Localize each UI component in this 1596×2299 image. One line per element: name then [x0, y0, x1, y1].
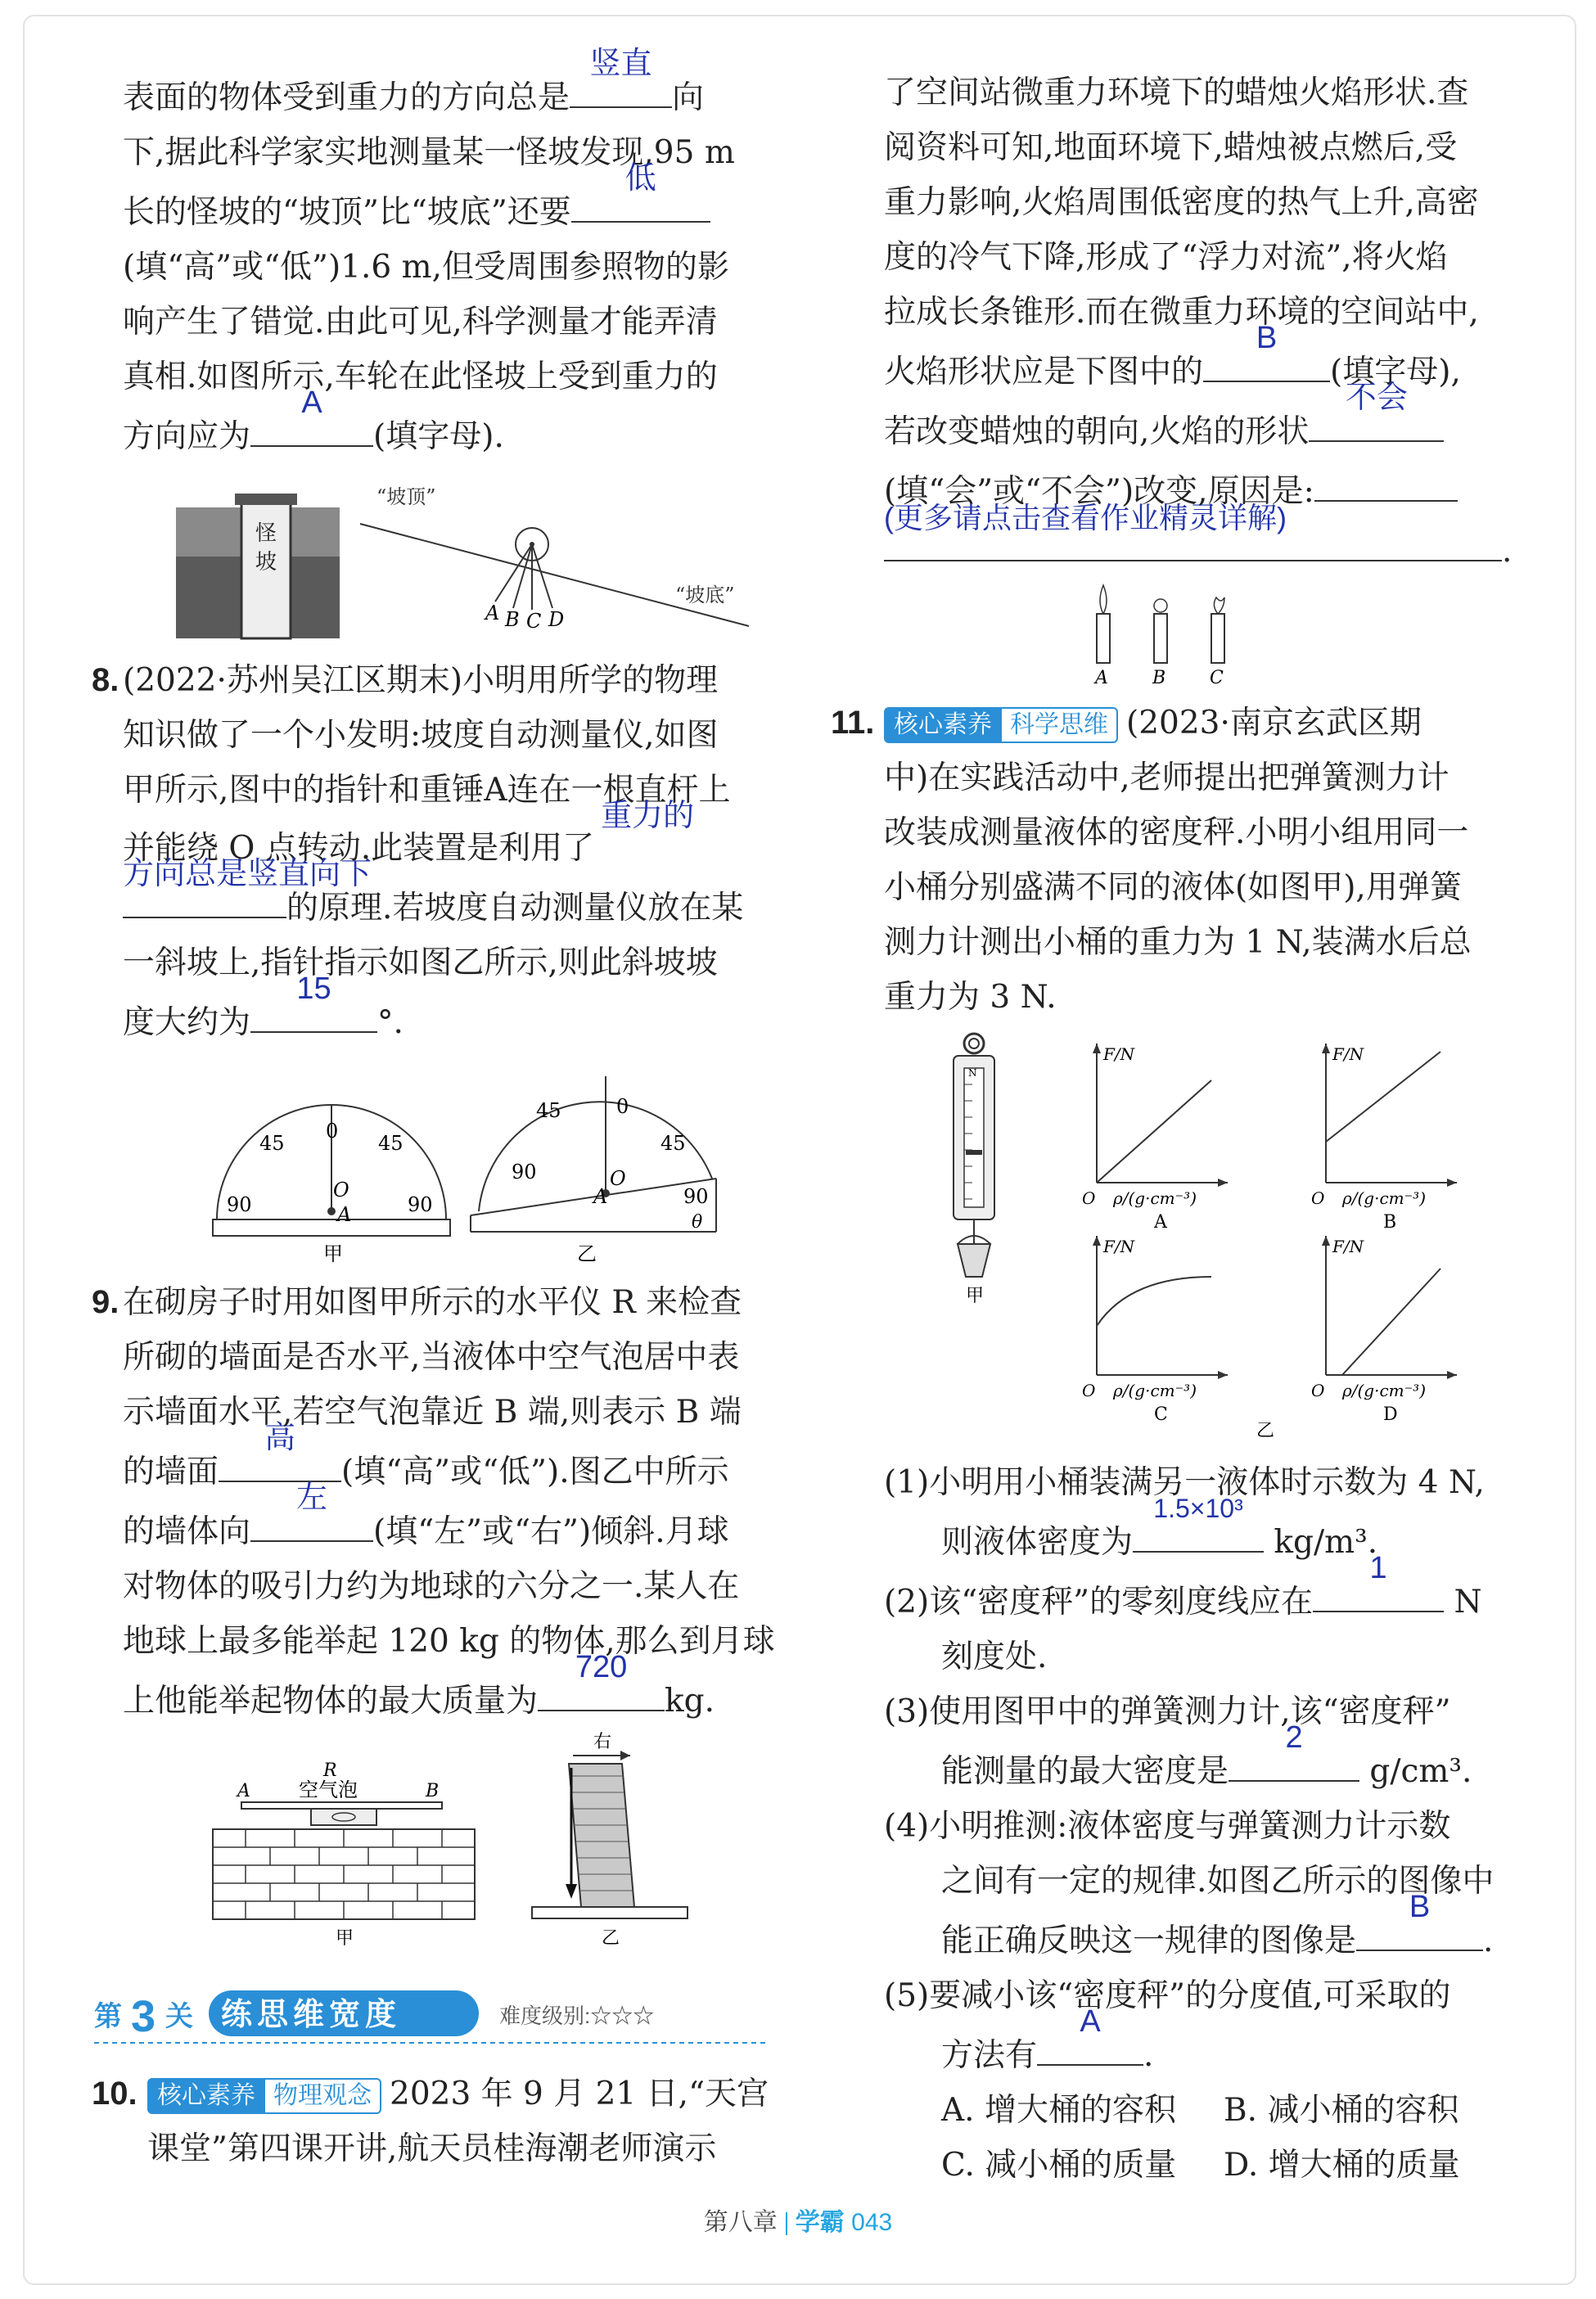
- q11-sub-line: 刻度处.: [941, 1639, 1048, 1675]
- q11-subquestions: [884, 1455, 1514, 2193]
- axis-y-label: F/N: [1103, 1044, 1135, 1064]
- q7-answer-3: [250, 385, 373, 447]
- axis-y-label: F/N: [1332, 1044, 1364, 1064]
- q10-number: 10.: [92, 2076, 138, 2112]
- q7-line: 真相.如图所示,车轮在此怪坡上受到重力的: [123, 358, 718, 395]
- q11-text: N: [1454, 1584, 1482, 1621]
- answer-text: 竖直: [589, 47, 652, 81]
- q8-text: (2022·苏州吴江区期末)小明用所学的物理: [123, 662, 719, 699]
- q7-line: (填“高”或“低”)1.6 m,但受周围参照物的影: [123, 249, 729, 286]
- q7-text: 向: [672, 79, 705, 116]
- option-d: D. 增大桶的质量: [1224, 2147, 1460, 2184]
- q7-line: [123, 385, 778, 464]
- gauge-yi: [471, 1076, 716, 1265]
- q11-options-row: [884, 2138, 1514, 2193]
- axis-x-label: ρ/(g·cm⁻³): [1113, 1188, 1197, 1208]
- core-literacy-tag: 核心素养: [147, 2078, 265, 2114]
- answer-text: 重力的: [601, 799, 695, 833]
- arrow-label-a: A: [485, 602, 500, 624]
- level-wall: [213, 1760, 475, 1948]
- answer-text: A: [1080, 2004, 1101, 2039]
- gauge-jia: [213, 1105, 450, 1265]
- q11-figure: [941, 1027, 1481, 1445]
- question-9: [92, 1275, 778, 1729]
- q8-text: 的原理.若坡度自动测量仪放在某: [286, 890, 744, 926]
- section-prefix: 第: [94, 2001, 122, 2032]
- origin-label: O: [1082, 1188, 1096, 1208]
- q10-text: (填字母),: [1330, 354, 1461, 390]
- core-literacy-tag: 核心素养: [884, 707, 1002, 743]
- arrow-label-b: B: [505, 608, 520, 631]
- q11-text: (2023·南京玄武区期: [1126, 705, 1422, 742]
- q11-text: kg/m³.: [1274, 1524, 1378, 1561]
- question-11: [831, 696, 1514, 1025]
- label-o: O: [333, 1179, 349, 1201]
- graph-b: [1311, 1044, 1457, 1233]
- q8-answer-1a: [594, 799, 701, 859]
- q8-line: [92, 653, 778, 708]
- q9-line: 地球上最多能举起 120 kg 的物体,那么到月球: [123, 1623, 775, 1660]
- answer-text: B: [1256, 321, 1278, 355]
- q7-text: 方向应为: [123, 418, 251, 455]
- q11-sub-line: 之间有一定的规律.如图乙所示的图像中: [941, 1863, 1495, 1900]
- q11-line: [831, 696, 1514, 751]
- caption-yi: 乙: [602, 1928, 620, 1948]
- tick-45-right: 45: [378, 1132, 404, 1155]
- q8-figure: [209, 1056, 724, 1269]
- line-b: [1326, 1052, 1440, 1142]
- arrow-label-d: D: [548, 608, 565, 631]
- section-banner: [90, 1981, 778, 2046]
- axis-y-label: F/N: [1103, 1237, 1135, 1256]
- line-d: [1342, 1269, 1440, 1375]
- q11-text: 则液体密度为: [941, 1524, 1134, 1561]
- q10-line: 拉成长条锥形.而在微重力环境的空间站中,: [884, 294, 1479, 331]
- label-slope-bottom: “坡底”: [675, 584, 735, 606]
- q11-text: g/cm³.: [1369, 1753, 1472, 1790]
- answer-text: 方向总是竖直向下: [123, 857, 372, 891]
- line-c: [1097, 1277, 1211, 1326]
- label-o: O: [610, 1167, 626, 1190]
- q11-line: 测力计测出小桶的重力为 1 N,装满水后总: [884, 924, 1472, 961]
- candle-c: [1210, 597, 1224, 687]
- q11-answer-1: [1133, 1494, 1264, 1553]
- q7-line: [123, 161, 778, 240]
- q10-text: 若改变蜡烛的朝向,火焰的形状: [884, 413, 1310, 450]
- answer-text: 1.5×10³: [1153, 1494, 1243, 1523]
- candle-label-b: B: [1152, 668, 1166, 687]
- q8-line: 一斜坡上,指针指示如图乙所示,则此斜坡坡: [123, 944, 718, 981]
- page-footer: [0, 2202, 1596, 2238]
- tick-45-left: 45: [536, 1099, 561, 1122]
- label-theta: θ: [692, 1212, 703, 1233]
- q11-text: 能正确反映这一规律的图像是: [941, 1923, 1357, 1959]
- graph-label-b: B: [1383, 1212, 1397, 1233]
- leaning-wall: [532, 1732, 688, 1948]
- axis-x-label: ρ/(g·cm⁻³): [1113, 1381, 1197, 1400]
- answer-text: 1: [1369, 1551, 1387, 1585]
- caption-yi: 乙: [577, 1242, 597, 1265]
- q9-text: 上他能举起物体的最大质量为: [123, 1683, 539, 1720]
- q9-line: [123, 1650, 778, 1729]
- question-8: [92, 653, 778, 1050]
- q10-line: (更多请点击查看作业精灵详解) .: [884, 519, 1514, 579]
- footer-separator: [786, 2212, 787, 2235]
- q11-sub-line: (3)使用图甲中的弹簧测力计,该“密度秤”: [884, 1693, 1451, 1730]
- q10-line: 阅资料可知,地面环境下,蜡烛被点燃后,受: [884, 129, 1458, 166]
- q9-line: 示墙面水平,若空气泡靠近 B 端,则表示 B 端: [123, 1394, 742, 1431]
- tick-45-right: 45: [660, 1132, 686, 1155]
- candle-label-c: C: [1210, 668, 1224, 687]
- q11-line: 小桶分别盛满不同的液体(如图甲),用弹簧: [884, 869, 1462, 906]
- q8-answer-2: [250, 971, 377, 1033]
- tick-0: 0: [326, 1120, 339, 1143]
- origin-label: O: [1311, 1381, 1325, 1400]
- caption-yi: 乙: [1256, 1421, 1275, 1441]
- section-number: 3: [131, 1992, 156, 2041]
- q7-line: [123, 47, 778, 125]
- axis-x-label: ρ/(g·cm⁻³): [1342, 1381, 1427, 1400]
- answer-text: 15: [296, 971, 331, 1006]
- q8-line: [123, 857, 778, 935]
- q9-figure: [205, 1727, 728, 1948]
- footer-chapter: 第八章: [703, 2209, 778, 2236]
- graph-label-a: A: [1154, 1212, 1167, 1233]
- question-10: [92, 2067, 778, 2176]
- q9-line: [123, 1421, 778, 1499]
- question-7: [123, 47, 778, 464]
- label-slope-top: “坡顶”: [376, 485, 436, 508]
- q11-text: 方法有: [941, 2037, 1038, 2074]
- spring-scale: [954, 1034, 994, 1306]
- q7-answer-1: [570, 47, 672, 108]
- q10-figure: [1089, 581, 1252, 687]
- q11-text: (2)该“密度秤”的零刻度线应在: [884, 1584, 1314, 1621]
- q8-text: °.: [377, 1004, 404, 1041]
- section-title: 练思维宽度: [221, 1998, 402, 2032]
- q7-line: 下,据此科学家实地测量某一怪坡发现,95 m: [123, 134, 735, 171]
- q10-line: 重力影响,火焰周围低密度的热气上升,高密: [884, 184, 1479, 221]
- tick-90-left: 90: [512, 1161, 537, 1183]
- answer-text: 低: [624, 161, 656, 196]
- q11-sub-line: (5)要减小该“密度秤”的分度值,可采取的: [884, 1977, 1451, 2014]
- q9-text: (填“高”或“低”).图乙中所示: [341, 1454, 729, 1490]
- q9-answer-2: [250, 1481, 373, 1542]
- q10-text: 火焰形状应是下图中的: [884, 354, 1204, 390]
- graph-label-c: C: [1154, 1404, 1168, 1425]
- footer-brand: 学霸: [795, 2209, 845, 2236]
- q11-line: 重力为 3 N.: [884, 979, 1057, 1016]
- tick-0: 0: [616, 1095, 629, 1118]
- q10-text: 2023 年 9 月 21 日,“天宫: [390, 2076, 769, 2112]
- label-a: A: [237, 1781, 250, 1801]
- q11-answer-4: [1356, 1890, 1483, 1951]
- candle-a: [1093, 585, 1110, 687]
- q11-text: .: [1143, 2037, 1154, 2074]
- q9-line: [123, 1481, 778, 1559]
- q9-answer-3: [538, 1650, 665, 1711]
- label-a: A: [337, 1203, 352, 1226]
- q11-sub-line: (1)小明用小桶装满另一液体时示数为 4 N,: [884, 1464, 1485, 1501]
- q11-answer-2: [1313, 1551, 1444, 1612]
- caption-jia: 甲: [323, 1242, 343, 1265]
- answer-text: 高: [264, 1421, 296, 1455]
- q8-text: 并能绕 O 点转动.此装置是利用了: [123, 830, 595, 867]
- q8-line: [123, 971, 778, 1050]
- origin-label: O: [1311, 1188, 1325, 1208]
- label-b: B: [426, 1781, 440, 1801]
- q7-line: 响产生了错觉.由此可见,科学测量才能弄清: [123, 304, 718, 340]
- right-column: [884, 65, 1514, 579]
- tick-45-left: 45: [259, 1132, 285, 1155]
- answer-text: 不会: [1345, 381, 1408, 415]
- photo-sign: [176, 494, 340, 638]
- difficulty-level: 难度级别:☆☆☆: [499, 2004, 655, 2028]
- section-suffix: 关: [165, 2001, 193, 2032]
- answer-text: 720: [575, 1650, 628, 1684]
- candle-label-a: A: [1095, 668, 1108, 687]
- q11-sub-line: [884, 1890, 1514, 1968]
- q11-options-row: [884, 2083, 1514, 2138]
- q11-line: 中)在实践活动中,老师提出把弹簧测力计: [884, 760, 1449, 796]
- line-a: [1097, 1080, 1211, 1183]
- graph-label-d: D: [1383, 1404, 1398, 1425]
- sign-char-2: 坡: [255, 550, 277, 575]
- label-bubble: 空气泡: [299, 1778, 358, 1801]
- tick-90-left: 90: [227, 1193, 252, 1216]
- option-a: A. 增大桶的容积: [941, 2092, 1176, 2129]
- q11-text: .: [1483, 1923, 1494, 1959]
- q10-line: 了空间站微重力环境下的蜡烛火焰形状.查: [884, 74, 1469, 111]
- q8-text: 度大约为: [123, 1004, 251, 1041]
- q11-line: 改装成测量液体的密度秤.小明小组用同一: [884, 814, 1469, 851]
- q9-number: 9.: [92, 1284, 119, 1320]
- axis-x-label: ρ/(g·cm⁻³): [1342, 1188, 1427, 1208]
- answer-link-text[interactable]: (更多请点击查看作业精灵详解): [884, 501, 1287, 534]
- q10-answer-3[interactable]: [884, 501, 1502, 561]
- label-a: A: [593, 1185, 608, 1208]
- q10-line: [92, 2067, 778, 2121]
- q11-answer-5: [1037, 2004, 1143, 2066]
- q11-sub-line: (4)小明推测:液体密度与弹簧测力计示数: [884, 1808, 1451, 1845]
- answer-text: A: [301, 385, 322, 420]
- section-banner-graphic: [90, 1981, 778, 2046]
- q9-line: 对物体的吸引力约为地球的六分之一.某人在: [123, 1568, 740, 1605]
- q9-line: [92, 1275, 778, 1330]
- graph-d: [1311, 1236, 1457, 1425]
- label-r: R: [323, 1760, 337, 1781]
- q7-text: 长的怪坡的“坡顶”比“坡底”还要: [123, 194, 571, 231]
- q9-text: (填“左”或“右”)倾斜.月球: [373, 1513, 729, 1550]
- q10-answer-2: [1309, 381, 1444, 442]
- sign-char-1: 怪: [255, 521, 277, 546]
- q10-line: 度的冷气下降,形成了“浮力对流”,将火焰: [884, 239, 1448, 276]
- option-c: C. 减小桶的质量: [941, 2147, 1177, 2184]
- page-number: 043: [851, 2209, 893, 2236]
- q9-text: 的墙面: [123, 1454, 219, 1490]
- physics-concept-tag: 物理观念: [265, 2078, 381, 2114]
- q8-number: 8.: [92, 662, 119, 698]
- q9-text: kg.: [665, 1683, 715, 1720]
- candle-b: [1152, 599, 1167, 687]
- scale-unit: N: [968, 1067, 977, 1079]
- origin-label: O: [1082, 1381, 1096, 1400]
- axis-y-label: F/N: [1332, 1237, 1364, 1256]
- tick-90-right: 90: [683, 1185, 709, 1208]
- q7-figure: [176, 479, 773, 642]
- arrow-label-c: C: [526, 610, 542, 633]
- q8-answer-1b: [123, 857, 372, 918]
- q11-sub-line: [884, 1551, 1514, 1630]
- q11-answer-3: [1229, 1720, 1359, 1782]
- answer-text: 2: [1285, 1720, 1303, 1755]
- q7-text: 表面的物体受到重力的方向总是: [123, 79, 570, 116]
- q10-line: [884, 381, 1514, 459]
- caption-jia: 甲: [336, 1928, 354, 1948]
- q7-answer-2: [571, 161, 710, 223]
- tick-90-right: 90: [408, 1193, 433, 1216]
- label-right: 右: [593, 1732, 612, 1752]
- q11-sub-line: [884, 2004, 1514, 2083]
- answer-text: 左: [296, 1481, 328, 1515]
- q8-line: 知识做了一个小发明:坡度自动测量仪,如图: [123, 717, 719, 754]
- option-b: B. 减小桶的容积: [1224, 2092, 1459, 2129]
- q9-text: 的墙体向: [123, 1513, 251, 1550]
- graph-a: [1082, 1044, 1228, 1233]
- q10-line: 课堂”第四课开讲,航天员桂海潮老师演示: [147, 2130, 717, 2167]
- answer-text: B: [1409, 1890, 1431, 1924]
- q9-line: 所砌的墙面是否水平,当液体中空气泡居中表: [123, 1339, 740, 1376]
- q11-number: 11.: [831, 705, 875, 741]
- science-thinking-tag: 科学思维: [1002, 707, 1118, 743]
- q11-text: 能测量的最大密度是: [941, 1753, 1229, 1790]
- q11-sub-line: [884, 1720, 1514, 1799]
- force-arrows: [495, 544, 552, 610]
- q8-line: 甲所示,图中的指针和重锤A连在一根直杆上: [123, 772, 731, 809]
- q7-text: (填字母).: [373, 418, 504, 455]
- q9-text: 在砌房子时用如图甲所示的水平仪 R 来检查: [123, 1284, 742, 1321]
- q10-text: (填“会”或“不会”)改变,原因是:: [884, 473, 1314, 510]
- caption-jia: 甲: [966, 1286, 985, 1306]
- graph-c: [1082, 1236, 1228, 1425]
- left-column: [123, 47, 778, 464]
